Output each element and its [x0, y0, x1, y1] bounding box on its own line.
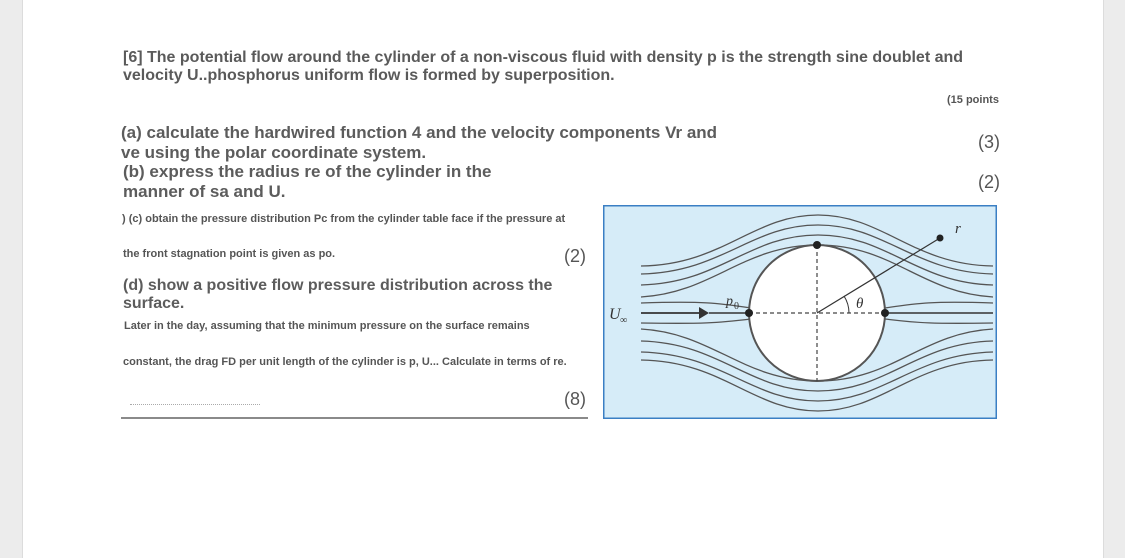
part-d-line2: surface. — [123, 295, 185, 312]
front-stagnation-point — [745, 309, 753, 317]
part-a-marks: (3) — [978, 132, 1000, 152]
top-point — [813, 241, 821, 249]
part-a — [121, 123, 717, 162]
part-e-line2: constant, the drag FD per unit length of the cylinder is p, U... Calculate in terms of re. — [123, 356, 567, 368]
label-theta: θ — [856, 296, 864, 312]
divider-rule — [121, 417, 588, 419]
question-heading-line2: velocity U..phosphorus uniform flow is formed by superposition. — [123, 67, 615, 84]
part-d — [123, 277, 552, 313]
label-r: r — [955, 221, 961, 237]
label-p-subscript: 0 — [734, 301, 739, 312]
part-a-line2: ve using the polar coordinate system. — [121, 142, 427, 162]
part-d-line1: (d) show a positive flow pressure distribution across the — [123, 277, 553, 294]
question-heading-line1: [6] The potential flow around the cylinder of a non-viscous fluid with density p is the strength sine doublet and — [123, 49, 964, 66]
part-b-line2: manner of sa and U. — [123, 181, 286, 201]
label-p: p — [726, 294, 733, 309]
points-total: (15 points — [947, 94, 999, 106]
part-c-line2: the front stagnation point is given as po. — [123, 248, 336, 260]
label-u: U — [609, 306, 621, 323]
flow-diagram — [603, 205, 997, 419]
part-b — [123, 162, 491, 201]
part-e-line1: Later in the day, assuming that the minimum pressure on the surface remains — [124, 320, 530, 332]
part-e-marks: (8) — [564, 389, 586, 409]
flow-figure — [603, 205, 997, 419]
part-b-marks: (2) — [978, 172, 1000, 192]
field-point — [937, 235, 944, 242]
label-u-subscript: ∞ — [620, 315, 628, 326]
part-c-line1: ) (c) obtain the pressure distribution Pc from the cylinder table face if the pressure at — [122, 213, 566, 225]
rear-stagnation-point — [881, 309, 889, 317]
part-b-line1: (b) express the radius re of the cylinder in the — [123, 162, 492, 181]
part-c-marks: (2) — [564, 246, 586, 266]
part-a-line1: (a) calculate the hardwired function 4 and the velocity components Vr and — [121, 123, 718, 142]
faded-text-remnant — [130, 404, 260, 409]
question-heading — [123, 49, 963, 85]
